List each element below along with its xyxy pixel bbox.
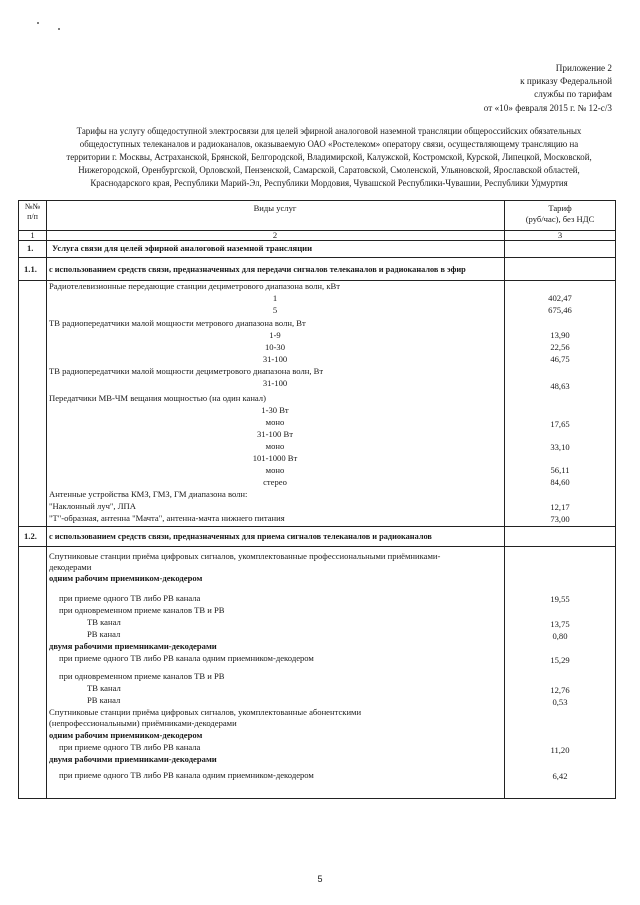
row-sublabel: моно xyxy=(265,417,285,427)
document-title xyxy=(30,125,628,190)
row-sublabel: стерео xyxy=(263,477,287,487)
row-divider xyxy=(19,546,615,547)
tariff-value: 0,80 xyxy=(552,631,568,641)
section-number: 1.2. xyxy=(24,531,37,541)
tariff-value: 6,42 xyxy=(552,771,568,781)
row-sublabel: 31-100 xyxy=(262,354,288,364)
section-title: Услуга связи для целей эфирной аналоговой наземной трансляции xyxy=(52,243,313,253)
row-label: одним рабочим приемником-декодером xyxy=(49,730,203,740)
tariff-value: 48,63 xyxy=(550,381,570,391)
row-label: Спутниковые станции приёма цифровых сигналов, укомплектованные абонентскими xyxy=(49,707,362,717)
row-sublabel: 1-9 xyxy=(269,330,281,340)
tariff-value: 13,75 xyxy=(550,619,570,629)
row-sublabel: при приеме одного ТВ либо РВ канала одним приемником-декодером xyxy=(59,770,314,780)
row-sublabel: моно xyxy=(265,465,285,475)
tariff-value: 73,00 xyxy=(550,514,570,524)
row-sublabel: моно xyxy=(265,441,285,451)
row-sublabel: "Наклонный луч", ЛПА xyxy=(49,501,136,511)
row-label: двумя рабочими приемниками-декодерами xyxy=(49,754,217,764)
row-sublabel: 10-30 xyxy=(264,342,286,352)
row-sublabel: при одновременном приеме каналов ТВ и РВ xyxy=(59,605,225,615)
page-number: 5 xyxy=(317,874,323,884)
tariff-value: 15,29 xyxy=(550,655,570,665)
approval-line: Приложение 2 xyxy=(555,63,612,73)
tariff-value: 675,46 xyxy=(548,305,572,315)
column-number: 1 xyxy=(30,230,35,240)
row-divider xyxy=(19,526,615,527)
approval-line: к приказу Федеральной xyxy=(520,76,612,87)
approval-line: от «10» февраля 2015 г. № 12-с/3 xyxy=(483,102,612,113)
column-number: 2 xyxy=(272,230,278,240)
section-number: 1.1. xyxy=(24,264,37,274)
row-divider xyxy=(19,240,615,241)
row-sublabel: РВ канал xyxy=(87,629,121,639)
row-sublabel: 31-100 xyxy=(262,378,288,388)
row-label: Антенные устройства КМЗ, ГМЗ, ГМ диапазона волн: xyxy=(49,489,248,499)
title-line: общедоступных телеканалов и радиоканалов, оказываемую ОАО «Ростелеком» оператору связи, осуществляющему трансляцию на xyxy=(79,139,579,149)
tariff-value: 17,65 xyxy=(550,419,570,429)
row-sublabel: РВ канал xyxy=(87,695,121,705)
title-line: Краснодарского края, Республики Марий-Эл, Республики Мордовия, Чувашской Республики-Чувашии, Республики Удмуртия xyxy=(90,178,568,188)
row-sublabel: 1-30 Вт xyxy=(261,405,289,415)
row-label: двумя рабочими приемниками-декодерами xyxy=(49,641,217,651)
tariff-value: 11,20 xyxy=(550,745,570,755)
scan-speck xyxy=(37,22,39,24)
row-sublabel: 1 xyxy=(272,293,278,303)
tariff-value: 56,11 xyxy=(550,465,570,475)
row-label: ТВ радиопередатчики малой мощности дециметрового диапазона волн, Вт xyxy=(49,366,324,376)
approval-line: службы по тарифам xyxy=(534,89,612,100)
tariff-value: 12,17 xyxy=(550,502,570,512)
row-label: Спутниковые станции приёма цифровых сигналов, укомплектованные профессиональными приёмниками- xyxy=(49,551,441,561)
row-divider xyxy=(19,257,615,258)
tariff-value: 84,60 xyxy=(550,477,570,487)
tariff-table xyxy=(18,200,616,799)
row-sublabel: при приеме одного ТВ либо РВ канала xyxy=(59,742,201,752)
row-label: ТВ радиопередатчики малой мощности метрового диапазона волн, Вт xyxy=(49,318,306,328)
tariff-value: 402,47 xyxy=(548,293,572,303)
column-divider xyxy=(504,201,505,798)
row-sublabel: 101-1000 Вт xyxy=(252,453,298,463)
scan-speck xyxy=(58,28,60,30)
row-sublabel: ТВ канал xyxy=(87,617,121,627)
tariff-value: 0,53 xyxy=(552,697,568,707)
row-sublabel: 5 xyxy=(272,305,278,315)
row-sublabel: 31-100 Вт xyxy=(257,429,293,439)
tariff-value: 22,56 xyxy=(550,342,570,352)
tariff-value: 33,10 xyxy=(550,442,570,452)
header-service: Виды услуг xyxy=(253,203,297,213)
tariff-value: 46,75 xyxy=(550,354,570,364)
header-num: №№ п/п xyxy=(24,202,41,221)
column-number: 3 xyxy=(557,230,563,240)
column-divider xyxy=(46,201,47,798)
row-label: Радиотелевизионные передающие станции дециметрового диапазона волн, кВт xyxy=(49,281,340,291)
row-label: одним рабочим приемником-декодером xyxy=(49,573,203,583)
tariff-value: 19,55 xyxy=(550,594,570,604)
row-label: декодерами xyxy=(49,562,92,572)
row-sublabel: при приеме одного ТВ либо РВ канала xyxy=(59,593,201,603)
section-number: 1. xyxy=(27,243,34,253)
row-sublabel: ТВ канал xyxy=(87,683,121,693)
header-tariff: Тариф (руб/час), без НДС xyxy=(525,203,595,224)
row-sublabel: при одновременном приеме каналов ТВ и РВ xyxy=(59,671,225,681)
tariff-value: 13,90 xyxy=(550,330,570,340)
row-label: Передатчики МВ-ЧМ вещания мощностью (на один канал) xyxy=(49,393,266,403)
approval-block xyxy=(484,62,612,115)
title-line: Нижегородской, Оренбургской, Орловской, Пензенской, Самарской, Саратовской, Смоленской, Ульяновской, Ярославской областей, xyxy=(78,165,580,175)
row-label: (непрофессиональными) приёмниками-декодерами xyxy=(49,718,237,728)
section-title: с использованием средств связи, предназначенных для приема сигналов телеканалов и радиоканалов xyxy=(49,532,432,541)
tariff-value: 12,76 xyxy=(550,685,570,695)
row-sublabel: при приеме одного ТВ либо РВ канала одним приемником-декодером xyxy=(59,653,314,663)
title-line: Тарифы на услугу общедоступной электросвязи для целей эфирной аналоговой наземной трансляции общероссийских обязательных xyxy=(76,126,582,136)
row-sublabel: "Т"-образная, антенна "Мачта", антенна-мачта нижнего питания xyxy=(49,513,285,523)
section-title: с использованием средств связи, предназначенных для передачи сигналов телеканалов и радиоканалов в эфир xyxy=(49,265,466,274)
title-line: территории г. Москвы, Астраханской, Брянской, Белгородской, Владимирской, Калужской, Костромской, Курской, Липецкой, Московской, xyxy=(66,152,592,162)
